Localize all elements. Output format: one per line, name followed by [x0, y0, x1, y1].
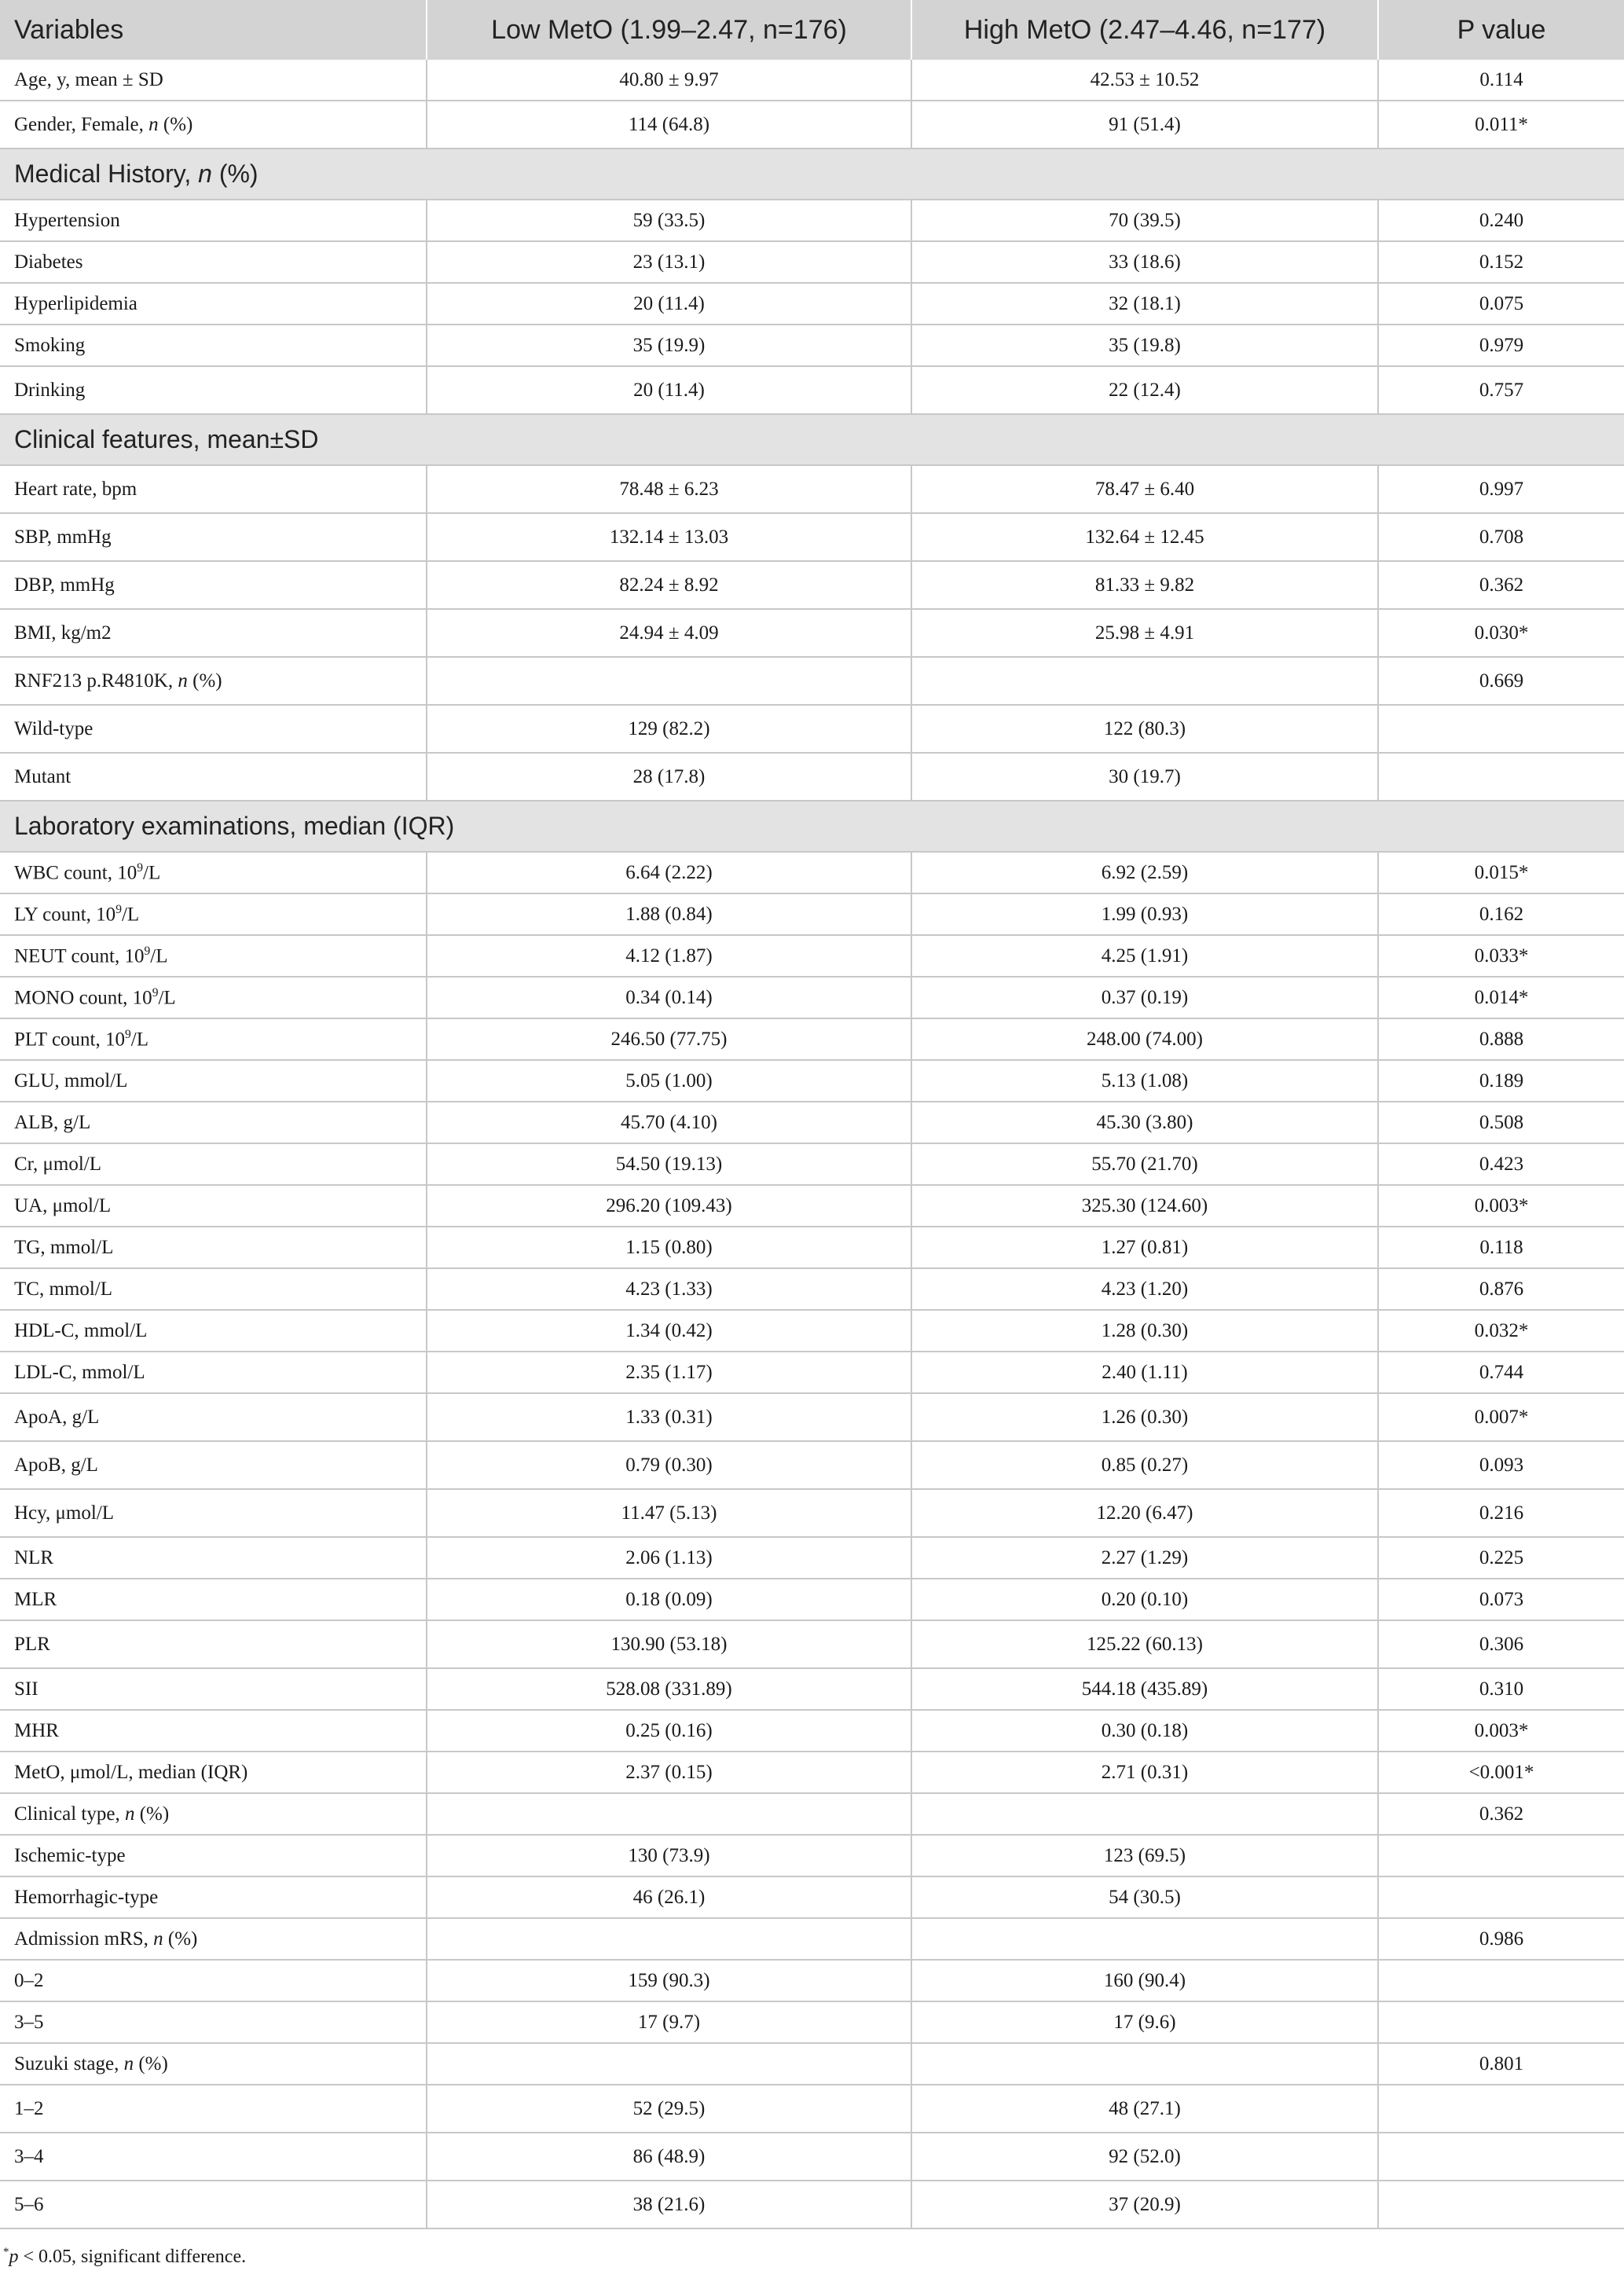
p-value-cell: 0.011* [1378, 101, 1624, 149]
row-label: TC, mmol/L [0, 1268, 427, 1310]
high-meto-cell: 1.26 (0.30) [911, 1393, 1378, 1441]
high-meto-cell: 0.20 (0.10) [911, 1579, 1378, 1620]
p-value-cell: 0.362 [1378, 1793, 1624, 1835]
row-label: Smoking [0, 325, 427, 366]
row-label: Wild-type [0, 705, 427, 753]
p-value-cell: 0.508 [1378, 1102, 1624, 1143]
row-label: 3–5 [0, 2001, 427, 2043]
p-value-cell: 0.669 [1378, 657, 1624, 705]
high-meto-cell: 2.27 (1.29) [911, 1537, 1378, 1579]
low-meto-cell: 132.14 ± 13.03 [427, 513, 911, 561]
low-meto-cell [427, 1918, 911, 1960]
low-meto-cell: 1.33 (0.31) [427, 1393, 911, 1441]
table-row [0, 1352, 1624, 1393]
row-label-text: NEUT count, 10 [14, 945, 145, 967]
row-label-suffix: /L [130, 1029, 148, 1051]
high-meto-cell: 1.27 (0.81) [911, 1227, 1378, 1268]
high-meto-cell: 2.71 (0.31) [911, 1752, 1378, 1793]
table-row [0, 1960, 1624, 2001]
high-meto-cell: 48 (27.1) [911, 2085, 1378, 2133]
high-meto-cell: 6.92 (2.59) [911, 852, 1378, 893]
p-value-cell: 0.033* [1378, 935, 1624, 977]
low-meto-cell: 35 (19.9) [427, 325, 911, 366]
low-meto-cell: 0.25 (0.16) [427, 1710, 911, 1752]
row-label-superscript: 9 [144, 944, 151, 958]
low-meto-cell: 20 (11.4) [427, 366, 911, 414]
table-row [0, 1918, 1624, 1960]
table-row [0, 1668, 1624, 1710]
p-value-cell: 0.876 [1378, 1268, 1624, 1310]
high-meto-cell: 32 (18.1) [911, 283, 1378, 325]
row-label [0, 977, 427, 1018]
section-label: Medical History, [14, 160, 199, 188]
table-row [0, 1143, 1624, 1185]
row-label-text: LY count, 10 [14, 904, 116, 926]
p-value-cell: 0.310 [1378, 1668, 1624, 1710]
low-meto-cell: 28 (17.8) [427, 753, 911, 801]
p-value-cell [1378, 2133, 1624, 2181]
p-value-cell: 0.189 [1378, 1060, 1624, 1102]
row-label-superscript: 9 [137, 860, 143, 875]
row-label-text: WBC count, 10 [14, 862, 137, 884]
table-body [0, 60, 1624, 2228]
high-meto-cell: 1.28 (0.30) [911, 1310, 1378, 1352]
row-label: ALB, g/L [0, 1102, 427, 1143]
row-label [0, 101, 427, 149]
row-label: MLR [0, 1579, 427, 1620]
low-meto-cell: 6.64 (2.22) [427, 852, 911, 893]
high-meto-cell: 2.40 (1.11) [911, 1352, 1378, 1393]
low-meto-cell: 4.12 (1.87) [427, 935, 911, 977]
low-meto-cell: 82.24 ± 8.92 [427, 561, 911, 609]
high-meto-cell: 544.18 (435.89) [911, 1668, 1378, 1710]
p-value-cell [1378, 1960, 1624, 2001]
row-label-italic: n [123, 2052, 134, 2074]
row-label-text: PLT count, 10 [14, 1029, 125, 1051]
table-row [0, 753, 1624, 801]
low-meto-cell: 17 (9.7) [427, 2001, 911, 2043]
high-meto-cell: 0.85 (0.27) [911, 1441, 1378, 1489]
low-meto-cell: 24.94 ± 4.09 [427, 609, 911, 657]
table-row [0, 465, 1624, 513]
p-value-cell [1378, 2181, 1624, 2228]
section-row [0, 801, 1624, 852]
p-value-cell: 0.757 [1378, 366, 1624, 414]
low-meto-cell: 159 (90.3) [427, 1960, 911, 2001]
row-label: SBP, mmHg [0, 513, 427, 561]
p-value-cell: 0.003* [1378, 1185, 1624, 1227]
high-meto-cell: 55.70 (21.70) [911, 1143, 1378, 1185]
row-label-suffix: (%) [158, 113, 193, 135]
low-meto-cell: 2.37 (0.15) [427, 1752, 911, 1793]
high-meto-cell: 122 (80.3) [911, 705, 1378, 753]
table-row [0, 935, 1624, 977]
table-row [0, 1489, 1624, 1537]
high-meto-cell: 0.30 (0.18) [911, 1710, 1378, 1752]
table-row [0, 2043, 1624, 2085]
table-row [0, 1441, 1624, 1489]
low-meto-cell: 2.06 (1.13) [427, 1537, 911, 1579]
section-row [0, 149, 1624, 200]
row-label-suffix: /L [121, 904, 140, 926]
row-label-text: MONO count, 10 [14, 987, 152, 1009]
row-label: Heart rate, bpm [0, 465, 427, 513]
low-meto-cell: 0.18 (0.09) [427, 1579, 911, 1620]
table-row [0, 561, 1624, 609]
p-value-cell: 0.015* [1378, 852, 1624, 893]
high-meto-cell: 17 (9.6) [911, 2001, 1378, 2043]
low-meto-cell: 86 (48.9) [427, 2133, 911, 2181]
low-meto-cell: 5.05 (1.00) [427, 1060, 911, 1102]
high-meto-cell: 37 (20.9) [911, 2181, 1378, 2228]
high-meto-cell: 132.64 ± 12.45 [911, 513, 1378, 561]
table-row [0, 1310, 1624, 1352]
low-meto-cell: 246.50 (77.75) [427, 1018, 911, 1060]
table-row [0, 1620, 1624, 1668]
low-meto-cell: 129 (82.2) [427, 705, 911, 753]
row-label: LDL-C, mmol/L [0, 1352, 427, 1393]
high-meto-cell: 91 (51.4) [911, 101, 1378, 149]
row-label-italic: n [148, 113, 159, 135]
table-row [0, 241, 1624, 283]
row-label: ApoA, g/L [0, 1393, 427, 1441]
row-label-suffix: (%) [134, 1803, 170, 1825]
p-value-cell [1378, 2085, 1624, 2133]
high-meto-cell: 54 (30.5) [911, 1876, 1378, 1918]
row-label-italic: n [124, 1803, 135, 1825]
low-meto-cell: 0.34 (0.14) [427, 977, 911, 1018]
high-meto-cell: 4.25 (1.91) [911, 935, 1378, 977]
table-row [0, 366, 1624, 414]
table-row [0, 1579, 1624, 1620]
high-meto-cell: 33 (18.6) [911, 241, 1378, 283]
p-value-cell: 0.093 [1378, 1441, 1624, 1489]
p-value-cell: 0.306 [1378, 1620, 1624, 1668]
row-label-text: Suzuki stage, [14, 2052, 124, 2074]
table-row [0, 2181, 1624, 2228]
section-label-suffix: (%) [211, 160, 258, 188]
high-meto-cell: 12.20 (6.47) [911, 1489, 1378, 1537]
high-meto-cell [911, 657, 1378, 705]
low-meto-cell: 4.23 (1.33) [427, 1268, 911, 1310]
high-meto-cell: 35 (19.8) [911, 325, 1378, 366]
row-label [0, 1918, 427, 1960]
p-value-cell [1378, 1835, 1624, 1876]
row-label: Hemorrhagic-type [0, 1876, 427, 1918]
high-meto-cell: 160 (90.4) [911, 1960, 1378, 2001]
section-label: Laboratory examinations, median (IQR) [14, 812, 455, 840]
p-value-cell: 0.032* [1378, 1310, 1624, 1352]
low-meto-cell: 1.15 (0.80) [427, 1227, 911, 1268]
table-row [0, 1752, 1624, 1793]
low-meto-cell [427, 1793, 911, 1835]
p-value-cell: 0.240 [1378, 200, 1624, 241]
row-label-italic: n [153, 1928, 163, 1950]
low-meto-cell [427, 657, 911, 705]
high-meto-cell: 92 (52.0) [911, 2133, 1378, 2181]
p-value-cell: 0.073 [1378, 1579, 1624, 1620]
row-label [0, 893, 427, 935]
p-value-cell: 0.075 [1378, 283, 1624, 325]
low-meto-cell: 11.47 (5.13) [427, 1489, 911, 1537]
low-meto-cell: 38 (21.6) [427, 2181, 911, 2228]
table-row [0, 609, 1624, 657]
row-label-suffix: (%) [163, 1928, 198, 1950]
row-label: Hyperlipidemia [0, 283, 427, 325]
row-label: Drinking [0, 366, 427, 414]
row-label: Diabetes [0, 241, 427, 283]
row-label: PLR [0, 1620, 427, 1668]
p-value-cell: 0.801 [1378, 2043, 1624, 2085]
footnote [3, 2246, 246, 2268]
p-value-cell [1378, 2001, 1624, 2043]
row-label: Ischemic-type [0, 1835, 427, 1876]
section-heading [0, 149, 1624, 200]
table-row [0, 2001, 1624, 2043]
low-meto-cell [427, 2043, 911, 2085]
low-meto-cell: 528.08 (331.89) [427, 1668, 911, 1710]
low-meto-cell: 2.35 (1.17) [427, 1352, 911, 1393]
low-meto-cell: 0.79 (0.30) [427, 1441, 911, 1489]
row-label-suffix: /L [150, 945, 168, 967]
header-low-meto: Low MetO (1.99–2.47, n=176) [427, 0, 911, 60]
table-row [0, 2133, 1624, 2181]
table-row [0, 893, 1624, 935]
row-label-text: RNF213 p.R4810K, [14, 669, 178, 691]
p-value-cell: 0.979 [1378, 325, 1624, 366]
high-meto-cell: 42.53 ± 10.52 [911, 60, 1378, 101]
row-label [0, 1793, 427, 1835]
low-meto-cell: 1.34 (0.42) [427, 1310, 911, 1352]
low-meto-cell: 130 (73.9) [427, 1835, 911, 1876]
row-label: UA, μmol/L [0, 1185, 427, 1227]
high-meto-cell [911, 2043, 1378, 2085]
table-row [0, 60, 1624, 101]
section-row [0, 414, 1624, 465]
row-label-text: Clinical type, [14, 1803, 125, 1825]
table-row [0, 513, 1624, 561]
section-heading [0, 801, 1624, 852]
row-label-suffix: (%) [187, 669, 222, 691]
table-row [0, 1537, 1624, 1579]
section-label: Clinical features, mean±SD [14, 425, 319, 453]
row-label: 5–6 [0, 2181, 427, 2228]
row-label: ApoB, g/L [0, 1441, 427, 1489]
p-value-cell: 0.030* [1378, 609, 1624, 657]
row-label: HDL-C, mmol/L [0, 1310, 427, 1352]
row-label-suffix: /L [143, 862, 161, 884]
row-label: SII [0, 1668, 427, 1710]
high-meto-cell: 325.30 (124.60) [911, 1185, 1378, 1227]
row-label: 3–4 [0, 2133, 427, 2181]
p-value-cell: 0.007* [1378, 1393, 1624, 1441]
p-value-cell: 0.003* [1378, 1710, 1624, 1752]
row-label [0, 657, 427, 705]
table-row [0, 977, 1624, 1018]
high-meto-cell: 5.13 (1.08) [911, 1060, 1378, 1102]
high-meto-cell: 125.22 (60.13) [911, 1620, 1378, 1668]
p-value-cell: 0.744 [1378, 1352, 1624, 1393]
p-value-cell: 0.152 [1378, 241, 1624, 283]
section-label-italic: n [198, 160, 212, 188]
high-meto-cell: 123 (69.5) [911, 1835, 1378, 1876]
p-value-cell: 0.216 [1378, 1489, 1624, 1537]
low-meto-cell: 46 (26.1) [427, 1876, 911, 1918]
table-row [0, 1876, 1624, 1918]
row-label: 1–2 [0, 2085, 427, 2133]
high-meto-cell [911, 1793, 1378, 1835]
p-value-cell: 0.997 [1378, 465, 1624, 513]
table-row [0, 1268, 1624, 1310]
header-variables: Variables [0, 0, 427, 60]
table-row [0, 101, 1624, 149]
p-value-cell: 0.162 [1378, 893, 1624, 935]
table-row [0, 1793, 1624, 1835]
table-row [0, 1835, 1624, 1876]
table-row [0, 1102, 1624, 1143]
table-row [0, 283, 1624, 325]
row-label-text: Admission mRS, [14, 1928, 154, 1950]
row-label-italic: n [178, 669, 188, 691]
p-value-cell: 0.708 [1378, 513, 1624, 561]
low-meto-cell: 114 (64.8) [427, 101, 911, 149]
row-label: NLR [0, 1537, 427, 1579]
low-meto-cell: 40.80 ± 9.97 [427, 60, 911, 101]
row-label: DBP, mmHg [0, 561, 427, 609]
high-meto-cell: 81.33 ± 9.82 [911, 561, 1378, 609]
header-high-meto: High MetO (2.47–4.46, n=177) [911, 0, 1378, 60]
table-row [0, 2085, 1624, 2133]
low-meto-cell: 45.70 (4.10) [427, 1102, 911, 1143]
table-row [0, 325, 1624, 366]
table-row [0, 1393, 1624, 1441]
high-meto-cell: 25.98 ± 4.91 [911, 609, 1378, 657]
p-value-cell: 0.986 [1378, 1918, 1624, 1960]
high-meto-cell [911, 1918, 1378, 1960]
table-row [0, 705, 1624, 753]
high-meto-cell: 4.23 (1.20) [911, 1268, 1378, 1310]
table-row [0, 657, 1624, 705]
row-label: Hcy, μmol/L [0, 1489, 427, 1537]
row-label [0, 1018, 427, 1060]
table-row [0, 1060, 1624, 1102]
low-meto-cell: 130.90 (53.18) [427, 1620, 911, 1668]
p-value-cell: 0.888 [1378, 1018, 1624, 1060]
p-value-cell: 0.362 [1378, 561, 1624, 609]
high-meto-cell: 45.30 (3.80) [911, 1102, 1378, 1143]
low-meto-cell: 20 (11.4) [427, 283, 911, 325]
row-label: BMI, kg/m2 [0, 609, 427, 657]
low-meto-cell: 296.20 (109.43) [427, 1185, 911, 1227]
p-value-cell: <0.001* [1378, 1752, 1624, 1793]
high-meto-cell: 1.99 (0.93) [911, 893, 1378, 935]
p-value-cell: 0.423 [1378, 1143, 1624, 1185]
table-row [0, 200, 1624, 241]
table-row [0, 1185, 1624, 1227]
low-meto-cell: 54.50 (19.13) [427, 1143, 911, 1185]
row-label: MetO, μmol/L, median (IQR) [0, 1752, 427, 1793]
high-meto-cell: 248.00 (74.00) [911, 1018, 1378, 1060]
row-label: GLU, mmol/L [0, 1060, 427, 1102]
p-value-cell [1378, 1876, 1624, 1918]
high-meto-cell: 22 (12.4) [911, 366, 1378, 414]
low-meto-cell: 23 (13.1) [427, 241, 911, 283]
header-p-value: P value [1378, 0, 1624, 60]
p-value-cell: 0.014* [1378, 977, 1624, 1018]
section-heading [0, 414, 1624, 465]
p-value-cell: 0.118 [1378, 1227, 1624, 1268]
row-label-superscript: 9 [125, 1027, 131, 1041]
row-label: Mutant [0, 753, 427, 801]
high-meto-cell: 30 (19.7) [911, 753, 1378, 801]
low-meto-cell: 1.88 (0.84) [427, 893, 911, 935]
footnote-text: < 0.05, significant difference. [18, 2247, 247, 2267]
footnote-symbol: * [3, 2246, 9, 2258]
row-label-suffix: (%) [134, 2052, 168, 2074]
row-label: 0–2 [0, 1960, 427, 2001]
table-row [0, 852, 1624, 893]
row-label-text: Gender, Female, [14, 113, 149, 135]
row-label-superscript: 9 [152, 985, 159, 1000]
table-row [0, 1710, 1624, 1752]
row-label-superscript: 9 [115, 902, 122, 916]
table-row [0, 1227, 1624, 1268]
low-meto-cell: 52 (29.5) [427, 2085, 911, 2133]
low-meto-cell: 78.48 ± 6.23 [427, 465, 911, 513]
row-label [0, 852, 427, 893]
row-label: Age, y, mean ± SD [0, 60, 427, 101]
p-value-cell: 0.114 [1378, 60, 1624, 101]
row-label [0, 2043, 427, 2085]
p-value-cell: 0.225 [1378, 1537, 1624, 1579]
row-label: TG, mmol/L [0, 1227, 427, 1268]
low-meto-cell: 59 (33.5) [427, 200, 911, 241]
table-row [0, 1018, 1624, 1060]
p-value-cell [1378, 753, 1624, 801]
high-meto-cell: 0.37 (0.19) [911, 977, 1378, 1018]
high-meto-cell: 70 (39.5) [911, 200, 1378, 241]
high-meto-cell: 78.47 ± 6.40 [911, 465, 1378, 513]
row-label [0, 935, 427, 977]
footnote-italic: p [9, 2247, 19, 2267]
row-label: Hypertension [0, 200, 427, 241]
row-label-suffix: /L [158, 987, 176, 1009]
header-row [0, 0, 1624, 60]
row-label: MHR [0, 1710, 427, 1752]
row-label: Cr, μmol/L [0, 1143, 427, 1185]
p-value-cell [1378, 705, 1624, 753]
